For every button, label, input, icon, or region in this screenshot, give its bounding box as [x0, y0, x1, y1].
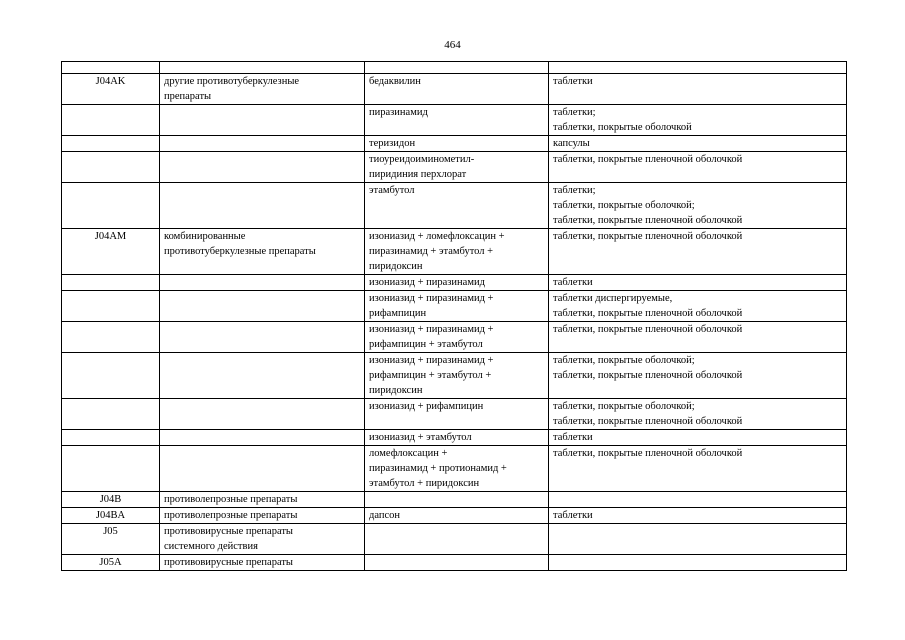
table-row: [62, 105, 847, 136]
cell-dosage-forms-line: таблетки, покрытые пленочной оболочкой: [553, 324, 743, 335]
cell-dosage-forms-line: таблетки: [553, 510, 593, 521]
cell-substance-line: тиоуреидоиминометил-: [369, 154, 475, 165]
cell-substance-line: пиразинамид + этамбутол +: [369, 246, 494, 257]
cell-dosage-forms: [549, 446, 847, 492]
cell-substance-line: пиридоксин: [369, 385, 423, 396]
cell-substance-line: пиразинамид + протионамид +: [369, 463, 507, 474]
cell-dosage-forms: [549, 229, 847, 275]
cell-group-name-line: противотуберкулезные препараты: [164, 246, 316, 257]
cell-substance-line: ломефлоксацин +: [369, 448, 448, 459]
cell-group-name: [160, 152, 365, 183]
cell-atc-code: [62, 275, 160, 291]
cell-substance: [365, 399, 549, 430]
cell-atc-code: [62, 446, 160, 492]
table-body: [62, 62, 847, 571]
table-row: [62, 524, 847, 555]
cell-dosage-forms: [549, 508, 847, 524]
cell-dosage-forms-line: таблетки, покрытые оболочкой;: [553, 200, 695, 211]
cell-group-name: [160, 430, 365, 446]
table-row: [62, 430, 847, 446]
cell-dosage-forms-line: таблетки: [553, 277, 593, 288]
cell-dosage-forms-line: таблетки, покрытые пленочной оболочкой: [553, 308, 743, 319]
cell-atc-code: J04AM: [62, 229, 160, 275]
cell-substance: [365, 430, 549, 446]
cell-group-name: [160, 275, 365, 291]
cell-atc-code: [62, 105, 160, 136]
cell-substance: [365, 322, 549, 353]
cell-atc-code: J04BA: [62, 508, 160, 524]
cell-dosage-forms-line: таблетки, покрытые пленочной оболочкой: [553, 416, 743, 427]
cell-substance-line: теризидон: [369, 138, 416, 149]
cell-dosage-forms: [549, 291, 847, 322]
cell-dosage-forms-line: таблетки;: [553, 185, 596, 196]
cell-substance-line: изониазид + пиразинамид +: [369, 293, 494, 304]
cell-substance-line: пиридиния перхлорат: [369, 169, 467, 180]
cell-group-name: [160, 74, 365, 105]
table-row: [62, 291, 847, 322]
cell-substance-line: бедаквилин: [369, 76, 421, 87]
cell-group-name: [160, 508, 365, 524]
cell-dosage-forms-line: таблетки: [553, 76, 593, 87]
header-cell-forms: [549, 62, 847, 74]
cell-substance-line: изониазид + этамбутол: [369, 432, 472, 443]
cell-dosage-forms: [549, 399, 847, 430]
cell-atc-code: [62, 322, 160, 353]
cell-atc-code: [62, 291, 160, 322]
cell-group-name-line: противовирусные препараты: [164, 526, 293, 537]
cell-dosage-forms-line: капсулы: [553, 138, 590, 149]
table-row: [62, 508, 847, 524]
cell-atc-code: [62, 152, 160, 183]
table-header-row: [62, 62, 847, 74]
cell-substance: [365, 136, 549, 152]
cell-substance: [365, 524, 549, 555]
drug-table: [61, 61, 847, 571]
cell-substance: [365, 291, 549, 322]
cell-dosage-forms: [549, 524, 847, 555]
cell-atc-code: [62, 183, 160, 229]
cell-group-name-line: препараты: [164, 91, 212, 102]
cell-substance-line: рифампицин + этамбутол: [369, 339, 483, 350]
table-row: [62, 229, 847, 275]
table-row: [62, 399, 847, 430]
cell-group-name: [160, 136, 365, 152]
table-row: [62, 152, 847, 183]
cell-dosage-forms: [549, 322, 847, 353]
cell-substance-line: изониазид + пиразинамид +: [369, 324, 494, 335]
cell-substance: [365, 229, 549, 275]
cell-group-name: [160, 291, 365, 322]
cell-substance: [365, 183, 549, 229]
cell-group-name-line: противовирусные препараты: [164, 557, 293, 568]
cell-dosage-forms: [549, 555, 847, 571]
table-row: [62, 74, 847, 105]
cell-substance: [365, 353, 549, 399]
cell-atc-code: [62, 399, 160, 430]
cell-dosage-forms-line: таблетки, покрытые пленочной оболочкой: [553, 370, 743, 381]
cell-substance-line: этамбутол + пиридоксин: [369, 478, 480, 489]
cell-group-name: [160, 399, 365, 430]
table-row: [62, 492, 847, 508]
cell-dosage-forms-line: таблетки, покрытые пленочной оболочкой: [553, 448, 743, 459]
table-row: [62, 183, 847, 229]
cell-group-name: [160, 492, 365, 508]
table-row: [62, 136, 847, 152]
cell-substance-line: рифампицин: [369, 308, 427, 319]
cell-dosage-forms-line: таблетки, покрытые пленочной оболочкой: [553, 215, 743, 226]
cell-dosage-forms: [549, 152, 847, 183]
cell-substance: [365, 105, 549, 136]
cell-atc-code: J05: [62, 524, 160, 555]
cell-dosage-forms-line: таблетки диспергируемые,: [553, 293, 673, 304]
cell-atc-code: J05A: [62, 555, 160, 571]
cell-substance: [365, 275, 549, 291]
cell-substance-line: рифампицин + этамбутол +: [369, 370, 492, 381]
cell-dosage-forms: [549, 183, 847, 229]
cell-dosage-forms-line: таблетки, покрытые оболочкой;: [553, 355, 695, 366]
cell-substance-line: изониазид + ломефлоксацин +: [369, 231, 505, 242]
cell-substance-line: изониазид + пиразинамид +: [369, 355, 494, 366]
header-cell-code: [62, 62, 160, 74]
cell-dosage-forms: [549, 275, 847, 291]
cell-substance: [365, 446, 549, 492]
cell-group-name-line: комбинированные: [164, 231, 246, 242]
table-row: [62, 322, 847, 353]
cell-group-name-line: противолепрозные препараты: [164, 510, 298, 521]
cell-group-name-line: системного действия: [164, 541, 258, 552]
cell-dosage-forms-line: таблетки, покрытые оболочкой;: [553, 401, 695, 412]
cell-dosage-forms: [549, 353, 847, 399]
cell-dosage-forms: [549, 136, 847, 152]
table-row: [62, 446, 847, 492]
cell-group-name-line: другие противотуберкулезные: [164, 76, 300, 87]
cell-substance: [365, 508, 549, 524]
cell-dosage-forms-line: таблетки;: [553, 107, 596, 118]
cell-substance-line: этамбутол: [369, 185, 415, 196]
cell-group-name: [160, 446, 365, 492]
cell-group-name: [160, 524, 365, 555]
page-number: 464: [444, 39, 461, 51]
cell-group-name: [160, 229, 365, 275]
table-row: [62, 555, 847, 571]
cell-substance: [365, 555, 549, 571]
cell-substance-line: пиридоксин: [369, 261, 423, 272]
cell-group-name: [160, 555, 365, 571]
cell-group-name: [160, 322, 365, 353]
cell-dosage-forms-line: таблетки, покрытые пленочной оболочкой: [553, 231, 743, 242]
cell-dosage-forms-line: таблетки, покрытые пленочной оболочкой: [553, 154, 743, 165]
cell-dosage-forms-line: таблетки: [553, 432, 593, 443]
cell-group-name-line: противолепрозные препараты: [164, 494, 298, 505]
cell-atc-code: [62, 136, 160, 152]
cell-substance-line: дапсон: [369, 510, 401, 521]
cell-group-name: [160, 183, 365, 229]
cell-atc-code: [62, 430, 160, 446]
cell-substance-line: изониазид + рифампицин: [369, 401, 484, 412]
cell-group-name: [160, 353, 365, 399]
header-cell-substance: [365, 62, 549, 74]
cell-substance-line: изониазид + пиразинамид: [369, 277, 485, 288]
cell-substance: [365, 74, 549, 105]
header-cell-group: [160, 62, 365, 74]
cell-substance-line: пиразинамид: [369, 107, 428, 118]
cell-dosage-forms-line: таблетки, покрытые оболочкой: [553, 122, 692, 133]
cell-dosage-forms: [549, 105, 847, 136]
table-row: [62, 353, 847, 399]
cell-dosage-forms: [549, 74, 847, 105]
cell-atc-code: J04AK: [62, 74, 160, 105]
cell-atc-code: [62, 353, 160, 399]
table-row: [62, 275, 847, 291]
cell-group-name: [160, 105, 365, 136]
cell-substance: [365, 152, 549, 183]
cell-dosage-forms: [549, 492, 847, 508]
cell-substance: [365, 492, 549, 508]
cell-dosage-forms: [549, 430, 847, 446]
cell-atc-code: J04B: [62, 492, 160, 508]
